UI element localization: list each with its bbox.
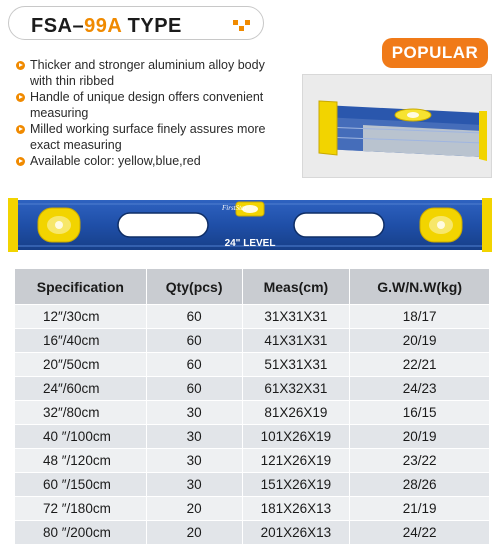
popular-badge: POPULAR xyxy=(382,38,488,68)
cell-qty: 60 xyxy=(146,353,242,377)
table-row xyxy=(15,305,490,329)
cell-weight: 20/19 xyxy=(350,425,490,449)
cell-weight: 16/15 xyxy=(350,401,490,425)
table-row xyxy=(15,449,490,473)
cell-qty: 60 xyxy=(146,377,242,401)
feature-item xyxy=(14,90,274,121)
feature-text: Milled working surface finely assures more exact measuring xyxy=(30,122,266,152)
cell-weight: 22/21 xyxy=(350,353,490,377)
cell-weight: 23/22 xyxy=(350,449,490,473)
cell-spec: 48 ″/120cm xyxy=(15,449,147,473)
cell-meas: 201X26X13 xyxy=(242,521,350,545)
col-header-spec: Specification xyxy=(15,269,147,305)
cell-qty: 30 xyxy=(146,473,242,497)
feature-text: Handle of unique design offers convenient measuring xyxy=(30,90,264,120)
cell-spec: 24″/60cm xyxy=(15,377,147,401)
table-row xyxy=(15,521,490,545)
page-title xyxy=(31,15,182,38)
cell-weight: 18/17 xyxy=(350,305,490,329)
feature-list xyxy=(14,58,274,171)
cell-weight: 20/19 xyxy=(350,329,490,353)
cell-spec: 60 ″/150cm xyxy=(15,473,147,497)
title-prefix: FSA– xyxy=(31,15,85,37)
bullet-arrow-icon xyxy=(16,157,25,166)
checker-mark-icon xyxy=(233,20,253,34)
cell-meas: 41X31X31 xyxy=(242,329,350,353)
feature-text: Thicker and stronger aluminium alloy body with thin ribbed xyxy=(30,58,265,88)
cell-weight: 24/23 xyxy=(350,377,490,401)
cell-qty: 60 xyxy=(146,329,242,353)
col-header-weight: G.W/N.W(kg) xyxy=(350,269,490,305)
table-row xyxy=(15,425,490,449)
cell-qty: 30 xyxy=(146,425,242,449)
col-header-meas: Meas(cm) xyxy=(242,269,350,305)
table-row xyxy=(15,401,490,425)
table-row xyxy=(15,377,490,401)
cell-qty: 60 xyxy=(146,305,242,329)
cell-meas: 121X26X19 xyxy=(242,449,350,473)
cell-meas: 151X26X19 xyxy=(242,473,350,497)
table-header-row xyxy=(15,269,490,305)
svg-text:FirstStar: FirstStar xyxy=(222,204,248,212)
cell-meas: 31X31X31 xyxy=(242,305,350,329)
cell-spec: 32″/80cm xyxy=(15,401,147,425)
cell-weight: 28/26 xyxy=(350,473,490,497)
cell-meas: 101X26X19 xyxy=(242,425,350,449)
table-row xyxy=(15,473,490,497)
cell-meas: 51X31X31 xyxy=(242,353,350,377)
cell-meas: 61X32X31 xyxy=(242,377,350,401)
feature-item xyxy=(14,122,274,153)
col-header-qty: Qty(pcs) xyxy=(146,269,242,305)
level-label: 24" LEVEL xyxy=(224,238,276,249)
cell-meas: 181X26X13 xyxy=(242,497,350,521)
cell-spec: 12″/30cm xyxy=(15,305,147,329)
cell-spec: 20″/50cm xyxy=(15,353,147,377)
bullet-arrow-icon xyxy=(16,93,25,102)
cell-weight: 21/19 xyxy=(350,497,490,521)
cell-qty: 20 xyxy=(146,497,242,521)
bullet-arrow-icon xyxy=(16,125,25,134)
feature-text: Available color: yellow,blue,red xyxy=(30,154,201,168)
title-pill xyxy=(8,6,264,40)
cell-spec: 72 ″/180cm xyxy=(15,497,147,521)
table-row xyxy=(15,353,490,377)
title-model: 99A xyxy=(84,15,122,37)
title-suffix: TYPE xyxy=(121,15,182,37)
cell-qty: 30 xyxy=(146,449,242,473)
level-product-image xyxy=(8,196,492,254)
cell-meas: 81X26X19 xyxy=(242,401,350,425)
feature-item xyxy=(14,154,274,170)
cell-spec: 80 ″/200cm xyxy=(15,521,147,545)
bullet-arrow-icon xyxy=(16,61,25,70)
feature-item xyxy=(14,58,274,89)
cell-spec: 40 ″/100cm xyxy=(15,425,147,449)
level-closeup-image xyxy=(302,74,492,178)
cell-spec: 16″/40cm xyxy=(15,329,147,353)
cell-weight: 24/22 xyxy=(350,521,490,545)
cell-qty: 20 xyxy=(146,521,242,545)
cell-qty: 30 xyxy=(146,401,242,425)
table-row xyxy=(15,329,490,353)
table-row xyxy=(15,497,490,521)
spec-table xyxy=(14,268,490,545)
